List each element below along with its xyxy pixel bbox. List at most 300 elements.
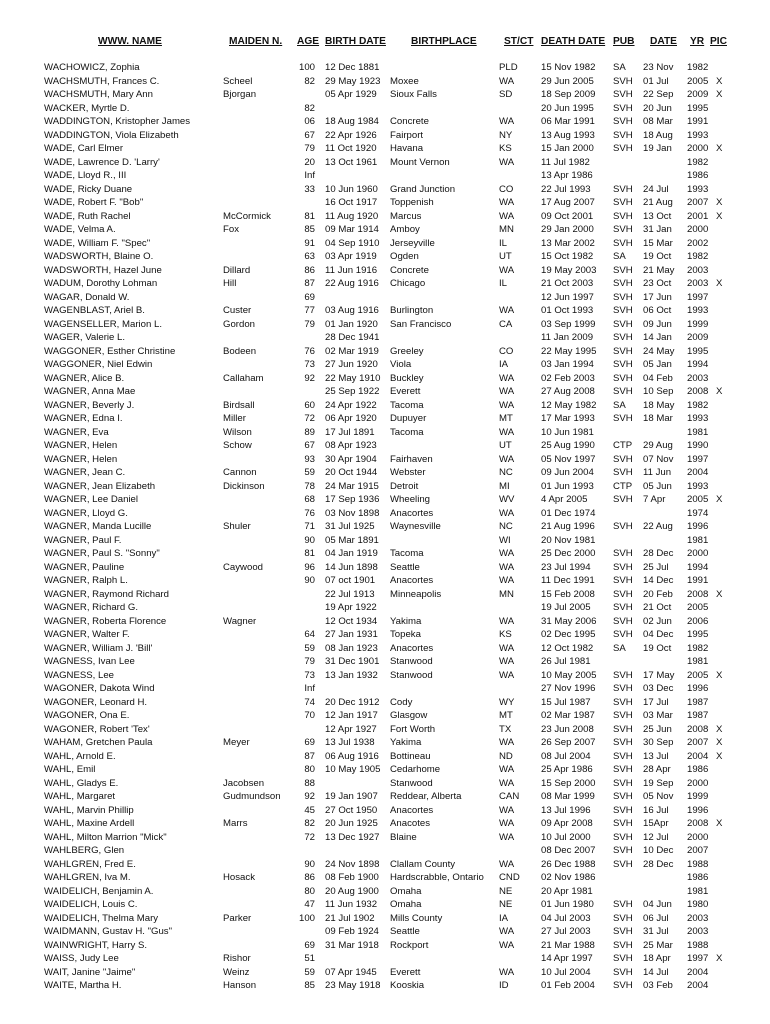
birth-date-cell: 03 Nov 1898 — [325, 507, 380, 519]
year-cell: 1995 — [687, 102, 709, 114]
state-country-cell: IA — [499, 912, 509, 924]
table-row — [0, 723, 770, 737]
state-country-cell: KS — [499, 629, 512, 640]
birthplace-cell: Seattle — [390, 561, 420, 573]
table-row — [0, 561, 770, 575]
table-row — [0, 831, 770, 845]
death-date-cell: 19 Jul 2005 — [541, 602, 591, 613]
state-country-cell: WA — [499, 926, 515, 937]
maiden-name-cell: Callaham — [223, 372, 264, 384]
state-country-cell: NE — [499, 899, 513, 910]
table-row — [0, 534, 770, 548]
birth-date-cell: 24 Nov 1898 — [325, 858, 380, 870]
year-cell: 2005 — [687, 602, 709, 613]
age-cell: 89 — [304, 426, 315, 438]
name-cell: WADSWORTH, Blaine O. — [44, 251, 154, 262]
birthplace-cell: Anacortes — [390, 804, 434, 816]
age-cell: 06 — [304, 116, 315, 127]
birth-date-cell: 23 May 1918 — [325, 980, 381, 991]
table-row — [0, 237, 770, 251]
table-row — [0, 453, 770, 467]
year-cell: 2001 — [687, 210, 709, 222]
table-row — [0, 628, 770, 642]
name-cell: WAGER, Valerie L. — [44, 332, 126, 343]
state-country-cell: IL — [499, 278, 508, 289]
maiden-name-cell: Dickinson — [223, 480, 265, 492]
table-row — [0, 318, 770, 332]
table-row — [0, 898, 770, 912]
death-date-cell: 11 Dec 1991 — [541, 575, 595, 586]
maiden-name-cell: Miller — [223, 413, 246, 424]
table-row — [0, 169, 770, 183]
state-country-cell: WA — [499, 642, 515, 654]
table-row — [0, 223, 770, 237]
state-country-cell: UT — [499, 440, 512, 451]
birth-date-cell: 27 Jan 1931 — [325, 629, 378, 640]
state-country-cell: WA — [499, 737, 515, 748]
year-cell: 1997 — [687, 953, 709, 964]
birth-date-cell: 12 Oct 1934 — [325, 615, 378, 627]
name-cell: WADE, Robert F. "Bob" — [44, 197, 144, 208]
publication-date-cell: 14 Jan — [643, 332, 672, 343]
table-row — [0, 669, 770, 683]
state-country-cell: WA — [499, 548, 515, 559]
name-cell: WAHL, Maxine Ardell — [44, 818, 135, 829]
record-list — [0, 61, 770, 993]
name-cell: WAGNER, Paul S. "Sonny" — [44, 548, 160, 559]
publication-cell: SVH — [613, 777, 633, 789]
state-country-cell: WA — [499, 764, 515, 775]
year-cell: 1982 — [687, 399, 709, 411]
maiden-name-cell: Weinz — [223, 966, 250, 978]
death-date-cell: 11 Jan 2009 — [541, 332, 594, 343]
table-row — [0, 493, 770, 507]
maiden-name-cell: Hill — [223, 278, 237, 289]
name-cell: WAGNER, Lloyd G. — [44, 507, 128, 519]
publication-cell: SVH — [613, 588, 633, 600]
publication-date-cell: 01 Jul — [643, 75, 669, 87]
name-cell: WAITE, Martha H. — [44, 980, 122, 991]
header-publication: PUB — [613, 36, 635, 47]
birth-date-cell: 06 Apr 1920 — [325, 413, 377, 424]
table-row — [0, 426, 770, 440]
picture-cell: X — [716, 197, 723, 208]
publication-cell: SVH — [613, 372, 633, 384]
state-country-cell: WA — [499, 399, 515, 411]
year-cell: 1993 — [687, 305, 709, 316]
state-country-cell: IL — [499, 237, 508, 249]
header-age: AGE — [297, 36, 320, 47]
publication-cell: SVH — [613, 386, 633, 397]
birthplace-cell: Anacortes — [390, 507, 434, 519]
death-date-cell: 08 Mar 1999 — [541, 791, 595, 802]
table-row — [0, 466, 770, 480]
death-date-cell: 10 May 2005 — [541, 669, 597, 681]
state-country-cell: CO — [499, 183, 514, 195]
publication-date-cell: 20 Jun — [643, 102, 672, 114]
age-cell: 67 — [304, 129, 315, 141]
birth-date-cell: 17 Jul 1891 — [325, 426, 375, 438]
death-date-cell: 15 Jan 2000 — [541, 143, 594, 154]
publication-cell: SVH — [613, 183, 633, 195]
state-country-cell: MN — [499, 588, 514, 600]
state-country-cell: PLD — [499, 62, 518, 73]
name-cell: WAISS, Judy Lee — [44, 953, 119, 964]
maiden-name-cell: Custer — [223, 305, 252, 316]
year-cell: 1993 — [687, 129, 709, 141]
age-cell: 85 — [304, 224, 315, 235]
table-row — [0, 601, 770, 615]
birth-date-cell: 04 Sep 1910 — [325, 237, 380, 249]
age-cell: 100 — [298, 62, 315, 73]
table-row — [0, 331, 770, 345]
publication-cell: SVH — [613, 237, 633, 249]
name-cell: WAHL, Milton Marrion "Mick" — [44, 831, 167, 843]
birthplace-cell: Stanwood — [390, 656, 433, 667]
table-row — [0, 642, 770, 656]
publication-cell: SVH — [613, 912, 633, 924]
maiden-name-cell: Schow — [223, 440, 252, 451]
age-cell: 74 — [304, 696, 315, 708]
publication-cell: SA — [613, 251, 626, 262]
publication-cell: SVH — [613, 899, 633, 910]
birthplace-cell: Clallam County — [390, 858, 456, 870]
publication-date-cell: 11 Jun — [643, 467, 672, 478]
birth-date-cell: 31 Dec 1901 — [325, 656, 380, 667]
table-row — [0, 885, 770, 899]
age-cell: 86 — [304, 872, 315, 883]
death-date-cell: 03 Sep 1999 — [541, 318, 596, 330]
age-cell: 59 — [304, 642, 315, 654]
publication-date-cell: 31 Jul — [643, 926, 669, 937]
maiden-name-cell: Cannon — [223, 467, 257, 478]
state-country-cell: WA — [499, 669, 515, 681]
state-country-cell: WA — [499, 939, 515, 951]
table-row — [0, 696, 770, 710]
name-cell: WADDINGTON, Kristopher James — [44, 116, 191, 127]
publication-date-cell: 05 Nov — [643, 791, 674, 802]
birthplace-cell: Reddear, Alberta — [390, 791, 462, 802]
state-country-cell: MT — [499, 710, 513, 721]
publication-cell: SVH — [613, 629, 633, 640]
age-cell: 79 — [304, 318, 315, 330]
header-state-country: ST/CT — [504, 36, 534, 47]
year-cell: 1980 — [687, 899, 709, 910]
birth-date-cell: 05 Mar 1891 — [325, 534, 379, 546]
table-row — [0, 372, 770, 386]
publication-date-cell: 18 Apr — [643, 953, 671, 964]
year-cell: 2003 — [687, 926, 709, 937]
birthplace-cell: Omaha — [390, 899, 422, 910]
publication-cell: SVH — [613, 710, 633, 721]
maiden-name-cell: Marrs — [223, 818, 248, 829]
year-cell: 2000 — [687, 777, 709, 789]
age-cell: 60 — [304, 399, 315, 411]
maiden-name-cell: Birdsall — [223, 399, 255, 411]
birthplace-cell: Buckley — [390, 372, 424, 384]
maiden-name-cell: Caywood — [223, 561, 263, 573]
publication-date-cell: 19 Oct — [643, 642, 672, 654]
birthplace-cell: Cody — [390, 696, 413, 708]
table-row — [0, 871, 770, 885]
table-row — [0, 129, 770, 143]
year-cell: 1982 — [687, 62, 709, 73]
death-date-cell: 15 Oct 1982 — [541, 251, 594, 262]
death-date-cell: 29 Jun 2005 — [541, 75, 594, 87]
state-country-cell: WA — [499, 197, 515, 208]
name-cell: WAGAR, Donald W. — [44, 291, 130, 303]
death-date-cell: 12 Jun 1997 — [541, 291, 594, 303]
birth-date-cell: 22 May 1910 — [325, 372, 381, 384]
name-cell: WACKER, Myrtle D. — [44, 102, 130, 114]
state-country-cell: NE — [499, 885, 513, 897]
name-cell: WAHL, Arnold E. — [44, 750, 116, 762]
death-date-cell: 27 Jul 2003 — [541, 926, 591, 937]
birthplace-cell: Chicago — [390, 278, 426, 289]
table-row — [0, 763, 770, 777]
year-cell: 2005 — [687, 494, 709, 505]
birth-date-cell: 28 Dec 1941 — [325, 332, 380, 343]
maiden-name-cell: Jacobsen — [223, 777, 265, 789]
publication-date-cell: 06 Oct — [643, 305, 672, 316]
birthplace-cell: Kooskia — [390, 980, 425, 991]
name-cell: WAHLGREN, Iva M. — [44, 872, 131, 883]
birth-date-cell: 03 Apr 1919 — [325, 251, 377, 262]
death-date-cell: 22 Jul 1993 — [541, 183, 591, 195]
year-cell: 1988 — [687, 939, 709, 951]
table-row — [0, 385, 770, 399]
death-date-cell: 23 Jun 2008 — [541, 723, 594, 735]
birth-date-cell: 18 Aug 1984 — [325, 116, 379, 127]
death-date-cell: 10 Jun 1981 — [541, 426, 594, 438]
picture-cell: X — [716, 953, 723, 964]
header-birthplace: BIRTHPLACE — [411, 36, 477, 47]
age-cell: 73 — [304, 359, 315, 370]
publication-date-cell: 14 Dec — [643, 575, 674, 586]
state-country-cell: WV — [499, 494, 515, 505]
age-cell: 82 — [304, 818, 315, 829]
birthplace-cell: Stanwood — [390, 777, 433, 789]
year-cell: 2002 — [687, 237, 709, 249]
year-cell: 1986 — [687, 872, 709, 883]
name-cell: WAGNER, Eva — [44, 426, 109, 438]
death-date-cell: 29 Jan 2000 — [541, 224, 594, 235]
birthplace-cell: Minneapolis — [390, 588, 442, 600]
name-cell: WAGNESS, Ivan Lee — [44, 656, 135, 667]
age-cell: 73 — [304, 669, 315, 681]
maiden-name-cell: Fox — [223, 224, 239, 235]
age-cell: 63 — [304, 251, 315, 262]
birthplace-cell: Topeka — [390, 629, 421, 640]
publication-date-cell: 04 Feb — [643, 372, 673, 384]
name-cell: WAGONER, Leonard H. — [44, 696, 148, 708]
picture-cell: X — [716, 669, 723, 681]
death-date-cell: 23 Jul 1994 — [541, 561, 591, 573]
maiden-name-cell: Gudmundson — [223, 791, 281, 802]
publication-date-cell: 15Apr — [643, 818, 669, 829]
birthplace-cell: Greeley — [390, 345, 424, 357]
table-row — [0, 61, 770, 75]
table-row — [0, 183, 770, 197]
table-row — [0, 345, 770, 359]
age-cell: 90 — [304, 858, 315, 870]
publication-cell: SVH — [613, 224, 633, 235]
publication-date-cell: 03 Dec — [643, 683, 674, 694]
maiden-name-cell: Bodeen — [223, 345, 257, 357]
publication-cell: SVH — [613, 939, 633, 951]
birth-date-cell: 13 Dec 1927 — [325, 831, 380, 843]
year-cell: 2000 — [687, 548, 709, 559]
publication-date-cell: 20 Feb — [643, 588, 673, 600]
table-row — [0, 777, 770, 791]
name-cell: WADE, Velma A. — [44, 224, 116, 235]
publication-cell: SVH — [613, 750, 633, 762]
publication-date-cell: 02 Jun — [643, 615, 672, 627]
age-cell: 93 — [304, 453, 315, 465]
table-row — [0, 547, 770, 561]
publication-cell: SVH — [613, 210, 633, 222]
year-cell: 2004 — [687, 966, 709, 978]
name-cell: WAGNER, Richard G. — [44, 602, 138, 613]
year-cell: 2004 — [687, 467, 709, 478]
death-date-cell: 03 Jan 1994 — [541, 359, 594, 370]
death-date-cell: 21 Oct 2003 — [541, 278, 594, 289]
publication-date-cell: 05 Jun — [643, 480, 672, 492]
publication-date-cell: 31 Jan — [643, 224, 672, 235]
name-cell: WADE, William F. "Spec" — [44, 237, 151, 249]
birth-date-cell: 06 Aug 1916 — [325, 750, 379, 762]
publication-date-cell: 12 Jul — [643, 831, 669, 843]
year-cell: 1987 — [687, 696, 709, 708]
publication-date-cell: 29 Aug — [643, 440, 673, 451]
name-cell: WAGNER, Jean C. — [44, 467, 126, 478]
death-date-cell: 09 Oct 2001 — [541, 210, 594, 222]
maiden-name-cell: Gordon — [223, 318, 255, 330]
name-cell: WAGENBLAST, Ariel B. — [44, 305, 145, 316]
year-cell: 1993 — [687, 480, 709, 492]
name-cell: WADDINGTON, Viola Elizabeth — [44, 129, 179, 141]
header-picture: PIC — [710, 36, 727, 47]
publication-date-cell: 16 Jul — [643, 804, 669, 816]
birthplace-cell: Mills County — [390, 912, 443, 924]
table-row — [0, 736, 770, 750]
state-country-cell: WA — [499, 453, 515, 465]
state-country-cell: CA — [499, 318, 513, 330]
publication-cell: SVH — [613, 548, 633, 559]
age-cell: 85 — [304, 980, 315, 991]
state-country-cell: MI — [499, 480, 510, 492]
picture-cell: X — [716, 818, 723, 829]
publication-date-cell: 7 Apr — [643, 494, 666, 505]
column-header-row — [0, 36, 770, 50]
maiden-name-cell: Dillard — [223, 264, 251, 276]
publication-date-cell: 23 Oct — [643, 278, 672, 289]
year-cell: 1999 — [687, 791, 709, 802]
death-date-cell: 13 Jul 1996 — [541, 804, 591, 816]
publication-cell: SVH — [613, 966, 633, 978]
age-cell: 69 — [304, 291, 315, 303]
year-cell: 1981 — [687, 885, 709, 897]
publication-cell: SVH — [613, 278, 633, 289]
birth-date-cell: 12 Jan 1917 — [325, 710, 378, 721]
name-cell: WACHSMUTH, Frances C. — [44, 75, 160, 87]
death-date-cell: 19 May 2003 — [541, 264, 597, 276]
publication-cell: SVH — [613, 926, 633, 937]
publication-cell: SVH — [613, 359, 633, 370]
publication-date-cell: 21 Oct — [643, 602, 672, 613]
birth-date-cell: 01 Jan 1920 — [325, 318, 378, 330]
name-cell: WAHLBERG, Glen — [44, 845, 125, 856]
picture-cell: X — [716, 588, 723, 600]
name-cell: WAGNER, Alice B. — [44, 372, 125, 384]
year-cell: 1996 — [687, 804, 709, 816]
year-cell: 1991 — [687, 116, 709, 127]
table-row — [0, 250, 770, 264]
year-cell: 1994 — [687, 359, 709, 370]
publication-date-cell: 22 Aug — [643, 521, 673, 532]
year-cell: 2005 — [687, 669, 709, 681]
name-cell: WAGNER, William J. 'Bill' — [44, 642, 153, 654]
publication-cell: SVH — [613, 791, 633, 802]
table-row — [0, 709, 770, 723]
state-country-cell: WA — [499, 372, 515, 384]
state-country-cell: WA — [499, 656, 515, 667]
year-cell: 1999 — [687, 318, 709, 330]
death-date-cell: 08 Jul 2004 — [541, 750, 591, 762]
death-date-cell: 4 Apr 2005 — [541, 494, 588, 505]
table-row — [0, 750, 770, 764]
death-date-cell: 20 Nov 1981 — [541, 534, 596, 546]
death-date-cell: 08 Dec 2007 — [541, 845, 596, 856]
state-country-cell: WA — [499, 507, 515, 519]
death-date-cell: 17 Aug 2007 — [541, 197, 595, 208]
publication-cell: SVH — [613, 332, 633, 343]
table-row — [0, 817, 770, 831]
maiden-name-cell: Shuler — [223, 521, 251, 532]
age-cell: 59 — [304, 966, 315, 978]
age-cell: 92 — [304, 791, 315, 802]
year-cell: 2007 — [687, 197, 709, 208]
year-cell: 1982 — [687, 251, 709, 262]
death-date-cell: 15 Sep 2000 — [541, 777, 596, 789]
state-country-cell: WA — [499, 804, 515, 816]
year-cell: 1997 — [687, 453, 709, 465]
name-cell: WAGNER, Edna I. — [44, 413, 123, 424]
year-cell: 1974 — [687, 507, 709, 519]
publication-date-cell: 03 Mar — [643, 710, 673, 721]
birth-date-cell: 07 Apr 1945 — [325, 966, 377, 978]
name-cell: WADE, Ruth Rachel — [44, 210, 131, 222]
table-row — [0, 196, 770, 210]
year-cell: 1996 — [687, 683, 709, 694]
table-row — [0, 912, 770, 926]
publication-date-cell: 22 Sep — [643, 89, 674, 100]
death-date-cell: 12 May 1982 — [541, 399, 597, 411]
death-date-cell: 27 Aug 2008 — [541, 386, 595, 397]
publication-date-cell: 10 Sep — [643, 386, 674, 397]
birth-date-cell: 08 Feb 1900 — [325, 872, 379, 883]
death-date-cell: 17 Mar 1993 — [541, 413, 595, 424]
birth-date-cell: 19 Apr 1922 — [325, 602, 377, 613]
death-date-cell: 26 Jul 1981 — [541, 656, 591, 667]
age-cell: 78 — [304, 480, 315, 492]
publication-date-cell: 17 Jul — [643, 696, 669, 708]
birth-date-cell: 07 oct 1901 — [325, 575, 376, 586]
maiden-name-cell: Hanson — [223, 980, 257, 991]
publication-cell: SVH — [613, 858, 633, 870]
birth-date-cell: 11 Oct 1920 — [325, 143, 377, 154]
birthplace-cell: Rockport — [390, 939, 429, 951]
